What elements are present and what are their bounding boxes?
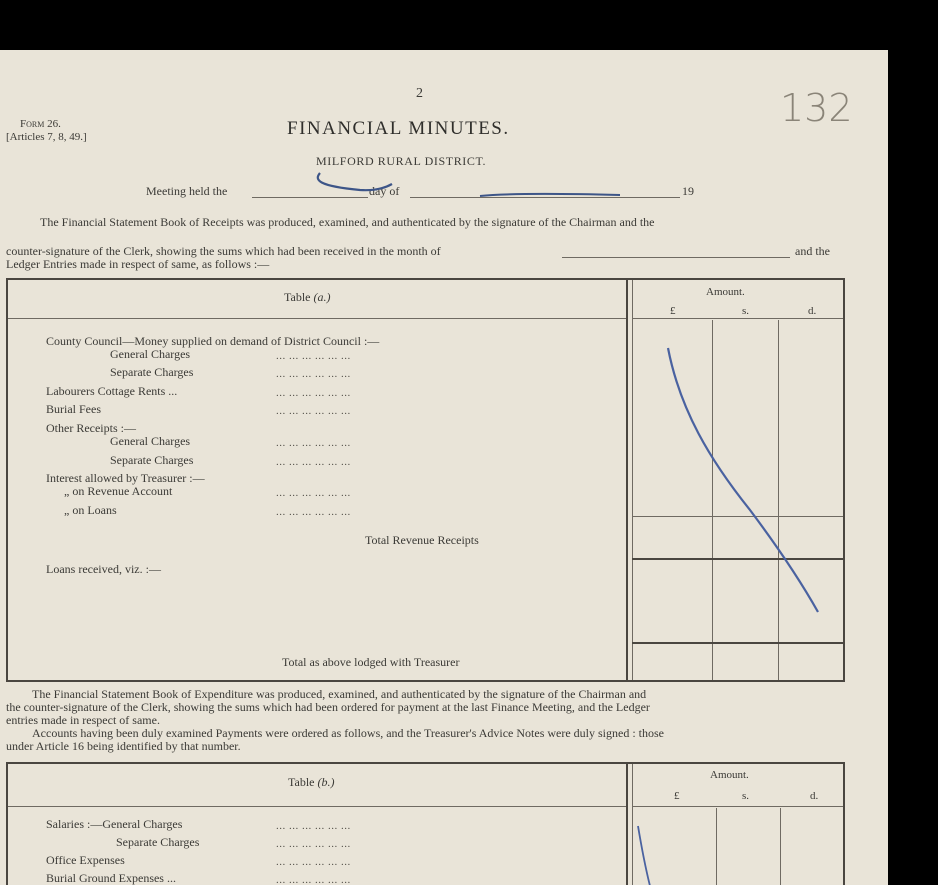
table-b-row-salaries: Salaries :—General Charges — [46, 817, 183, 831]
table-a-total-revenue: Total Revenue Receipts — [365, 533, 479, 547]
table-a-dots: ... ... ... ... ... ... — [276, 456, 351, 468]
district-name: MILFORD RURAL DISTRICT. — [316, 154, 487, 168]
table-b-row-separate-charges: Separate Charges — [116, 835, 200, 849]
table-b-col-s — [716, 808, 717, 885]
table-b-pound-heading: £ — [674, 790, 680, 802]
table-a-dots: ... ... ... ... ... ... — [276, 350, 351, 362]
table-b-header-rule — [8, 806, 626, 807]
page-number: 2 — [416, 86, 423, 101]
table-a-dots: ... ... ... ... ... ... — [276, 387, 351, 399]
table-b-title — [288, 775, 334, 790]
table-a-dots: ... ... ... ... ... ... — [276, 437, 351, 449]
table-a-row-burial-fees: Burial Fees — [46, 402, 101, 416]
table-a-row-interest: Interest allowed by Treasurer :— — [46, 471, 205, 485]
table-a-title-letter: (a.) — [313, 290, 331, 304]
table-b-title-letter: (b.) — [317, 775, 335, 789]
table-b-divider — [626, 764, 628, 885]
table-b-amount-header-rule — [632, 806, 843, 807]
table-a-title-label: Table — [284, 290, 311, 304]
table-a-pence-heading: d. — [808, 305, 817, 317]
table-a-dots: ... ... ... ... ... ... — [276, 506, 351, 518]
table-a-dots: ... ... ... ... ... ... — [276, 368, 351, 380]
meeting-year: 19 — [682, 184, 694, 198]
table-a-row-county-council: County Council—Money supplied on demand of District Council :— — [46, 334, 380, 348]
table-a-row-general-charges: General Charges — [110, 347, 191, 361]
table-a-row-loans-interest: „ on Loans — [64, 503, 117, 517]
table-a-shilling-heading: s. — [742, 305, 750, 317]
table-b-amount-heading: Amount. — [710, 769, 749, 781]
table-b-row-burial-ground: Burial Ground Expenses ... — [46, 871, 176, 885]
receipts-paragraph-line2-end: and the — [795, 244, 830, 258]
table-a-total-lodged: Total as above lodged with Treasurer — [282, 655, 460, 669]
table-b-shilling-heading: s. — [742, 790, 750, 802]
table-b-dots: ... ... ... ... ... ... — [276, 820, 351, 832]
table-a-row-other-receipts: Other Receipts :— — [46, 421, 136, 435]
table-b-dots: ... ... ... ... ... ... — [276, 874, 351, 885]
handwritten-cancel-stroke-b — [630, 820, 670, 885]
table-b-title-label: Table — [288, 775, 315, 789]
table-a-divider — [626, 280, 628, 680]
receipts-paragraph-line2: counter-signature of the Clerk, showing the sums which had been received in the month of — [6, 244, 441, 258]
meeting-day-of: day of — [369, 184, 400, 198]
table-a-row-separate-charges: Separate Charges — [110, 365, 194, 379]
form-articles: [Articles 7, 8, 49.] — [6, 131, 87, 143]
table-b-row-office-expenses: Office Expenses — [46, 853, 125, 867]
table-b-dots: ... ... ... ... ... ... — [276, 838, 351, 850]
form-number: Form 26. — [20, 118, 61, 130]
table-a-row-other-general: General Charges — [110, 434, 191, 448]
handwritten-page-number: 132 — [780, 86, 853, 130]
table-b-col-d — [780, 808, 781, 885]
table-a-row-other-separate: Separate Charges — [110, 453, 194, 467]
expenditure-paragraph-line5: under Article 16 being identified by that number. — [6, 739, 241, 753]
expenditure-paragraph-line3: entries made in respect of same. — [6, 713, 160, 727]
table-a-divider-inner — [632, 280, 633, 680]
receipts-month-blank — [562, 257, 790, 258]
expenditure-paragraph-line2: the counter-signature of the Clerk, showing the sums which had been ordered for payment at the last Finance Meeting, and the Ledger — [6, 700, 650, 714]
table-a-header-rule — [8, 318, 626, 319]
table-a-final-rule — [632, 642, 843, 644]
table-b-dots: ... ... ... ... ... ... — [276, 856, 351, 868]
receipts-paragraph-line1: The Financial Statement Book of Receipts was produced, examined, and authenticated by the signature of the Chairman and the — [40, 215, 655, 229]
table-a-dots: ... ... ... ... ... ... — [276, 405, 351, 417]
handwritten-ink-marks — [300, 168, 640, 208]
table-a-row-revenue-account: „ on Revenue Account — [64, 484, 173, 498]
table-a-amount-header-rule — [632, 318, 843, 319]
handwritten-cancel-stroke — [640, 330, 840, 630]
ledger-page — [0, 50, 888, 885]
table-a-loans-received: Loans received, viz. :— — [46, 562, 161, 576]
table-b-pence-heading: d. — [810, 790, 819, 802]
table-a-amount-heading: Amount. — [706, 286, 745, 298]
expenditure-paragraph-line4: Accounts having been duly examined Payments were ordered as follows, and the Treasurer's Advice Notes were duly signed : those — [32, 726, 665, 740]
table-a-dots: ... ... ... ... ... ... — [276, 487, 351, 499]
document-title: FINANCIAL MINUTES. — [287, 118, 510, 139]
table-a-pound-heading: £ — [670, 305, 676, 317]
meeting-prefix: Meeting held the — [146, 184, 228, 198]
table-a-row-cottage-rents: Labourers Cottage Rents ... — [46, 384, 178, 398]
receipts-paragraph-line3: Ledger Entries made in respect of same, as follows :— — [6, 257, 270, 271]
table-a-title — [284, 290, 330, 305]
expenditure-paragraph-line1: The Financial Statement Book of Expenditure was produced, examined, and authenticated by the signature of the Chairman and — [32, 687, 647, 701]
